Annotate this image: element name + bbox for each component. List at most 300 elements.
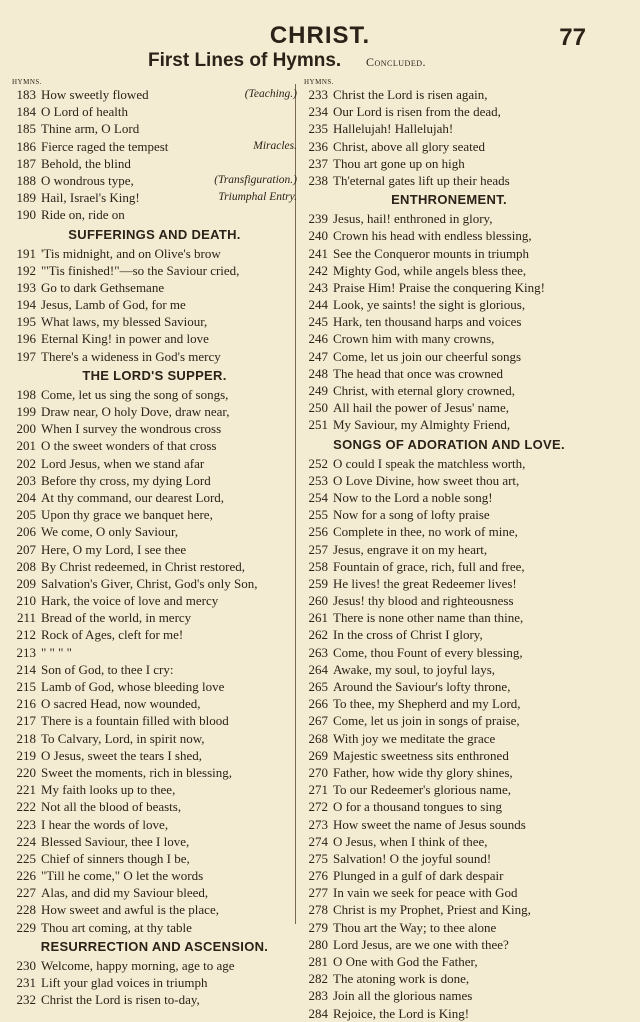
hymn-line	[12, 957, 297, 974]
hymn-number: 202	[16, 455, 36, 471]
hymn-first-line: Ride on, ride on	[41, 207, 125, 223]
hymn-number: 189	[16, 190, 36, 206]
hymn-first-line: In vain we seek for peace with God	[333, 885, 518, 901]
hymn-first-line: Fierce raged the tempest	[41, 138, 169, 154]
hymn-number: 272	[308, 799, 328, 815]
hymn-first-line: O Lord of health	[41, 104, 129, 120]
hymn-number: 246	[308, 331, 328, 347]
hymn-number: 185	[16, 121, 36, 137]
hymn-first-line: O for a thousand tongues to sing	[333, 799, 502, 815]
section-heading: THE LORD'S SUPPER.	[82, 367, 227, 383]
hymn-line	[304, 884, 594, 901]
hymn-line	[12, 609, 297, 626]
hymns-label: HYMNS.	[304, 78, 335, 86]
hymn-line	[12, 884, 297, 901]
hymn-number: 184	[16, 104, 36, 120]
hymn-line	[304, 382, 594, 399]
hymn-number: 242	[308, 262, 328, 278]
hymn-first-line: To Calvary, Lord, in spirit now,	[41, 730, 205, 746]
hymn-number: 212	[16, 627, 36, 643]
hymn-first-line: How sweet and awful is the place,	[41, 902, 219, 918]
hymn-first-line: Christ, above all glory seated	[333, 138, 485, 154]
hymn-number: 240	[308, 228, 328, 244]
hymn-first-line: Behold, the blind	[41, 155, 131, 171]
hymn-line	[12, 420, 297, 437]
hymn-first-line: Hail, Israel's King!	[41, 190, 140, 206]
hymn-line	[304, 523, 594, 540]
hymn-number: 274	[308, 833, 328, 849]
hymn-number: 223	[16, 816, 36, 832]
hymn-number: 193	[16, 279, 36, 295]
hymn-number: 273	[308, 816, 328, 832]
hymn-first-line: Thou art coming, at thy table	[41, 919, 192, 935]
hymn-line	[304, 936, 594, 953]
hymn-number: 236	[308, 138, 328, 154]
hymn-line	[12, 626, 297, 643]
hymn-number: 244	[308, 297, 328, 313]
hymn-line	[304, 833, 594, 850]
left-column	[12, 78, 297, 1008]
hymn-first-line: What laws, my blessed Saviour,	[41, 314, 208, 330]
hymn-first-line: At thy command, our dearest Lord,	[41, 489, 225, 505]
hymn-first-line: Lord Jesus, are we one with thee?	[333, 936, 509, 952]
hymn-line	[304, 455, 594, 472]
hymn-number: 217	[16, 713, 36, 729]
hymn-first-line: All hail the power of Jesus' name,	[333, 400, 509, 416]
hymn-number: 264	[308, 661, 328, 677]
hymn-first-line: Christ, with eternal glory crowned,	[333, 383, 515, 398]
hymn-line	[12, 558, 297, 575]
hymn-first-line: Go to dark Gethsemane	[41, 279, 165, 295]
hymn-number: 222	[16, 799, 36, 815]
hymn-first-line: O wondrous type,	[41, 172, 134, 188]
hymn-first-line: O could I speak the matchless worth,	[333, 455, 526, 471]
hymn-number: 284	[308, 1005, 328, 1021]
hymn-line	[304, 764, 594, 781]
hymn-line	[12, 678, 297, 695]
hymn-first-line: Now for a song of lofty praise	[333, 507, 490, 523]
hymn-number: 199	[16, 404, 36, 419]
hymn-first-line: 'Tis midnight, and on Olive's brow	[41, 245, 221, 261]
hymn-first-line: O the sweet wonders of that cross	[41, 438, 217, 454]
hymn-first-line: Here, O my Lord, I see thee	[41, 541, 187, 557]
hymn-line	[12, 330, 297, 347]
hymn-line	[12, 991, 297, 1008]
page-header	[0, 22, 640, 82]
hymn-line	[12, 781, 297, 798]
right-column	[304, 78, 594, 1022]
hymn-first-line: Rock of Ages, cleft for me!	[41, 627, 184, 643]
hymn-number: 281	[308, 954, 328, 969]
hymn-number: 268	[308, 730, 328, 746]
hymn-line	[12, 472, 297, 489]
hymn-first-line: Christ the Lord is risen to-day,	[41, 992, 200, 1008]
hymn-number: 229	[16, 919, 36, 935]
hymn-number: 283	[308, 988, 328, 1004]
hymn-number: 197	[16, 348, 36, 364]
hymn-line	[12, 279, 297, 296]
hymn-number: 188	[16, 172, 36, 188]
hymn-first-line: Jesus, Lamb of God, for me	[41, 297, 186, 313]
hymn-line	[12, 348, 297, 365]
hymn-first-line: Come, let us join our cheerful songs	[333, 348, 522, 364]
hymn-line	[12, 798, 297, 815]
hymn-line	[304, 86, 594, 103]
hymn-number: 259	[308, 575, 328, 591]
hymn-number: 215	[16, 679, 36, 694]
page-subtitle: First Lines of Hymns.	[148, 50, 342, 71]
hymn-number: 277	[308, 885, 328, 901]
hymn-line	[12, 575, 297, 592]
hymn-first-line: There is none other name than thine,	[333, 610, 524, 626]
hymn-number: 211	[16, 610, 36, 626]
hymn-number: 255	[308, 507, 328, 523]
hymn-number: 253	[308, 472, 328, 488]
hymn-first-line: Lord Jesus, when we stand afar	[41, 455, 205, 471]
hymn-first-line: Jesus, engrave it on my heart,	[333, 541, 488, 557]
hymn-line	[304, 172, 594, 189]
hymn-first-line: Come, let us join in songs of praise,	[333, 713, 520, 729]
hymn-line	[12, 120, 297, 137]
hymn-line	[12, 541, 297, 558]
hymn-first-line: " " " "	[41, 644, 72, 660]
hymn-number: 216	[16, 696, 36, 712]
hymn-number: 225	[16, 850, 36, 866]
hymn-group-life-of-christ	[12, 86, 297, 224]
hymn-line	[12, 867, 297, 884]
hymn-number: 200	[16, 421, 36, 437]
hymn-first-line: Come, let us sing the song of songs,	[41, 386, 229, 402]
hymn-number: 226	[16, 868, 36, 884]
hymn-number: 250	[308, 400, 328, 416]
hymn-first-line: O Love Divine, how sweet thou art,	[333, 472, 520, 488]
hymn-line	[12, 850, 297, 867]
hymn-line	[304, 155, 594, 172]
hymn-first-line: Lamb of God, whose bleeding love	[41, 679, 225, 694]
hymn-line	[304, 541, 594, 558]
hymn-line	[12, 403, 297, 420]
hymn-first-line: Son of God, to thee I cry:	[41, 661, 174, 677]
hymn-number: 249	[308, 383, 328, 398]
hymn-first-line: Alas, and did my Saviour bleed,	[41, 885, 209, 901]
hymn-first-line: Praise Him! Praise the conquering King!	[333, 279, 545, 295]
hymn-line	[304, 712, 594, 729]
hymn-number: 213	[16, 644, 36, 660]
hymn-line	[304, 558, 594, 575]
hymns-label: HYMNS.	[12, 78, 43, 86]
hymn-number: 241	[308, 245, 328, 261]
hymn-first-line: Eternal King! in power and love	[41, 331, 209, 347]
hymn-number: 232	[16, 992, 36, 1008]
hymn-line	[304, 330, 594, 347]
hymn-number: 190	[16, 207, 36, 223]
hymn-line	[12, 189, 297, 206]
hymn-topic-note: Miracles.	[253, 139, 297, 152]
hymn-number: 209	[16, 575, 36, 591]
hymn-line	[304, 365, 594, 382]
hymn-line	[304, 262, 594, 279]
hymn-line	[304, 901, 594, 918]
hymn-first-line: Salvation's Giver, Christ, God's only Son,	[41, 575, 258, 591]
hymn-first-line: Jesus! thy blood and righteousness	[333, 593, 514, 609]
hymn-first-line: With joy we meditate the grace	[333, 730, 496, 746]
hymn-line	[12, 138, 297, 155]
hymn-first-line: Jesus, hail! enthroned in glory,	[333, 211, 493, 227]
hymn-line	[12, 155, 297, 172]
hymn-line	[304, 661, 594, 678]
hymn-number: 261	[308, 610, 328, 626]
hymn-number: 194	[16, 297, 36, 313]
section-heading: RESURRECTION AND ASCENSION.	[40, 938, 269, 954]
subtitle-note: Concluded.	[366, 55, 426, 69]
hymn-line	[12, 296, 297, 313]
hymn-line	[12, 730, 297, 747]
hymn-line	[304, 103, 594, 120]
hymn-number: 271	[308, 782, 328, 798]
hymn-first-line: The head that once was crowned	[333, 365, 504, 381]
hymn-first-line: Blessed Saviour, thee I love,	[41, 833, 190, 849]
hymn-first-line: Hark, ten thousand harps and voices	[333, 314, 522, 330]
hymn-line	[304, 678, 594, 695]
hymn-first-line: Draw near, O holy Dove, draw near,	[41, 404, 230, 419]
section-heading: SONGS OF ADORATION AND LOVE.	[333, 436, 565, 452]
hymn-number: 183	[16, 87, 36, 102]
hymn-line	[304, 138, 594, 155]
hymn-first-line: O Jesus, sweet the tears I shed,	[41, 747, 203, 763]
hymn-first-line: Welcome, happy morning, age to age	[41, 957, 235, 973]
hymn-number: 263	[308, 644, 328, 660]
hymn-number: 214	[16, 661, 36, 677]
hymn-first-line: Crown him with many crowns,	[333, 331, 495, 347]
hymn-number: 203	[16, 472, 36, 488]
hymn-group-resurrection-cont	[304, 86, 594, 189]
hymn-first-line: There is a fountain filled with blood	[41, 713, 229, 729]
hymn-number: 205	[16, 507, 36, 523]
hymn-line	[304, 730, 594, 747]
hymn-number: 198	[16, 386, 36, 402]
hymn-line	[304, 970, 594, 987]
hymn-line	[12, 523, 297, 540]
hymn-number: 191	[16, 245, 36, 261]
hymn-first-line: The atoning work is done,	[333, 971, 470, 987]
hymn-first-line: Thou art gone up on high	[333, 155, 465, 171]
hymn-first-line: Bread of the world, in mercy	[41, 610, 192, 626]
hymn-number: 204	[16, 489, 36, 505]
hymn-line	[12, 747, 297, 764]
hymn-first-line: See the Conqueror mounts in triumph	[333, 245, 530, 261]
hymn-line	[304, 472, 594, 489]
section-heading: ENTHRONEMENT.	[391, 192, 507, 208]
hymn-first-line: How sweetly flowed	[41, 87, 149, 102]
hymn-line	[12, 919, 297, 936]
hymn-number: 219	[16, 747, 36, 763]
hymn-first-line: Hallelujah! Hallelujah!	[333, 121, 454, 137]
page-number: 77	[559, 24, 586, 51]
hymn-number: 278	[308, 902, 328, 918]
hymn-number: 266	[308, 696, 328, 712]
hymn-first-line: Salvation! O the joyful sound!	[333, 850, 492, 866]
hymn-number: 207	[16, 541, 36, 557]
hymn-number: 239	[308, 211, 328, 227]
hymn-line	[12, 816, 297, 833]
hymn-number: 256	[308, 524, 328, 540]
hymn-number: 243	[308, 279, 328, 295]
hymn-first-line: Upon thy grace we banquet here,	[41, 507, 213, 523]
hymn-number: 186	[16, 138, 36, 154]
hymn-first-line: By Christ redeemed, in Christ restored,	[41, 558, 245, 574]
hymn-number: 231	[16, 975, 36, 990]
hymn-line	[304, 348, 594, 365]
hymn-number: 227	[16, 885, 36, 901]
hymn-line	[304, 919, 594, 936]
hymn-line	[304, 245, 594, 262]
hymn-first-line: Before thy cross, my dying Lord	[41, 472, 211, 488]
hymn-line	[12, 245, 297, 262]
hymn-first-line: "'Tis finished!"—so the Saviour cried,	[41, 262, 240, 278]
hymn-number: 218	[16, 730, 36, 746]
hymn-number: 252	[308, 455, 328, 471]
hymn-topic-note: Triumphal Entry.	[218, 191, 297, 204]
hymn-number: 257	[308, 541, 328, 557]
hymn-line	[304, 279, 594, 296]
hymn-number: 237	[308, 155, 328, 171]
hymn-number: 267	[308, 713, 328, 729]
hymn-line	[304, 1005, 594, 1022]
hymn-number: 276	[308, 868, 328, 884]
hymn-first-line: Sweet the moments, rich in blessing,	[41, 764, 233, 780]
hymn-line	[12, 455, 297, 472]
hymn-line	[304, 313, 594, 330]
hymn-line	[304, 953, 594, 970]
hymn-first-line: Thine arm, O Lord	[41, 121, 140, 137]
hymn-number: 248	[308, 365, 328, 381]
hymn-number: 210	[16, 593, 36, 609]
hymn-number: 221	[16, 782, 36, 798]
hymn-number: 282	[308, 971, 328, 987]
hymn-first-line: "Till he come," O let the words	[41, 868, 204, 884]
hymn-line	[304, 798, 594, 815]
hymn-number: 228	[16, 902, 36, 918]
hymn-line	[304, 816, 594, 833]
hymn-first-line: Rejoice, the Lord is King!	[333, 1005, 470, 1021]
hymn-first-line: Thou art the Way; to thee alone	[333, 919, 497, 935]
hymn-topic-note: (Transfiguration.)	[214, 173, 297, 186]
hymn-line	[12, 206, 297, 223]
hymn-number: 275	[308, 850, 328, 866]
section-heading: SUFFERINGS AND DEATH.	[68, 226, 241, 242]
hymn-first-line: Father, how wide thy glory shines,	[333, 764, 513, 780]
hymn-line	[304, 747, 594, 764]
hymn-first-line: O One with God the Father,	[333, 954, 478, 969]
hymn-first-line: Crown his head with endless blessing,	[333, 228, 532, 244]
hymn-first-line: Now to the Lord a noble song!	[333, 489, 493, 505]
hymn-first-line: O sacred Head, now wounded,	[41, 696, 201, 712]
hymn-line	[304, 850, 594, 867]
hymn-first-line: I hear the words of love,	[41, 816, 169, 832]
hymn-number: 234	[308, 104, 328, 120]
hymn-first-line: When I survey the wondrous cross	[41, 421, 222, 437]
hymn-line	[12, 974, 297, 991]
hymn-line	[304, 296, 594, 313]
hymn-number: 195	[16, 314, 36, 330]
hymn-number: 265	[308, 679, 328, 694]
hymn-line	[12, 313, 297, 330]
hymn-line	[12, 712, 297, 729]
hymn-first-line: Our Lord is risen from the dead,	[333, 104, 501, 120]
hymn-first-line: Around the Saviour's lofty throne,	[333, 679, 511, 694]
hymn-number: 270	[308, 764, 328, 780]
hymn-sections	[304, 189, 594, 1022]
hymn-first-line: My Saviour, my Almighty Friend,	[333, 417, 511, 433]
hymn-line	[12, 592, 297, 609]
hymn-first-line: Chief of sinners though I be,	[41, 850, 190, 866]
hymn-number: 201	[16, 438, 36, 454]
hymn-number: 254	[308, 489, 328, 505]
hymn-line	[304, 867, 594, 884]
hymn-first-line: Come, thou Fount of every blessing,	[333, 644, 523, 660]
hymn-first-line: Fountain of grace, rich, full and free,	[333, 558, 525, 574]
hymn-line	[304, 399, 594, 416]
hymn-line	[304, 695, 594, 712]
hymn-line	[12, 506, 297, 523]
hymn-line	[12, 695, 297, 712]
hymn-line	[304, 506, 594, 523]
hymn-number: 233	[308, 87, 328, 102]
hymn-first-line: He lives! the great Redeemer lives!	[333, 575, 517, 591]
hymn-line	[304, 210, 594, 227]
hymn-number: 238	[308, 172, 328, 188]
hymn-line	[12, 103, 297, 120]
hymn-first-line: Th'eternal gates lift up their heads	[333, 172, 510, 188]
hymn-number: 247	[308, 348, 328, 364]
hymn-number: 258	[308, 558, 328, 574]
hymn-first-line: Christ is my Prophet, Priest and King,	[333, 902, 531, 918]
hymn-first-line: To our Redeemer's glorious name,	[333, 782, 511, 798]
hymn-number: 196	[16, 331, 36, 347]
hymn-first-line: Christ the Lord is risen again,	[333, 87, 488, 102]
hymn-line	[12, 833, 297, 850]
hymn-line	[304, 781, 594, 798]
hymn-first-line: Mighty God, while angels bless thee,	[333, 262, 527, 278]
hymn-number: 224	[16, 833, 36, 849]
hymn-number: 220	[16, 764, 36, 780]
hymn-line	[304, 416, 594, 433]
hymn-line	[304, 489, 594, 506]
hymn-first-line: Join all the glorious names	[333, 988, 473, 1004]
hymn-number: 235	[308, 121, 328, 137]
hymn-first-line: Plunged in a gulf of dark despair	[333, 868, 504, 884]
hymn-number: 187	[16, 155, 36, 171]
hymn-number: 206	[16, 524, 36, 540]
hymn-line	[12, 901, 297, 918]
hymn-line	[12, 489, 297, 506]
hymn-line	[304, 609, 594, 626]
hymn-line	[12, 661, 297, 678]
hymn-line	[304, 987, 594, 1004]
hymn-first-line: Majestic sweetness sits enthroned	[333, 747, 509, 763]
hymn-first-line: O Jesus, when I think of thee,	[333, 833, 488, 849]
hymn-first-line: How sweet the name of Jesus sounds	[333, 816, 526, 832]
page-title: CHRIST.	[269, 22, 371, 49]
hymn-line	[304, 626, 594, 643]
hymn-sections	[12, 224, 297, 1009]
hymn-first-line: Hark, the voice of love and mercy	[41, 593, 219, 609]
hymn-first-line: We come, O only Saviour,	[41, 524, 179, 540]
hymn-number: 245	[308, 314, 328, 330]
hymn-number: 279	[308, 919, 328, 935]
hymn-line	[12, 644, 297, 661]
hymn-number: 280	[308, 936, 328, 952]
